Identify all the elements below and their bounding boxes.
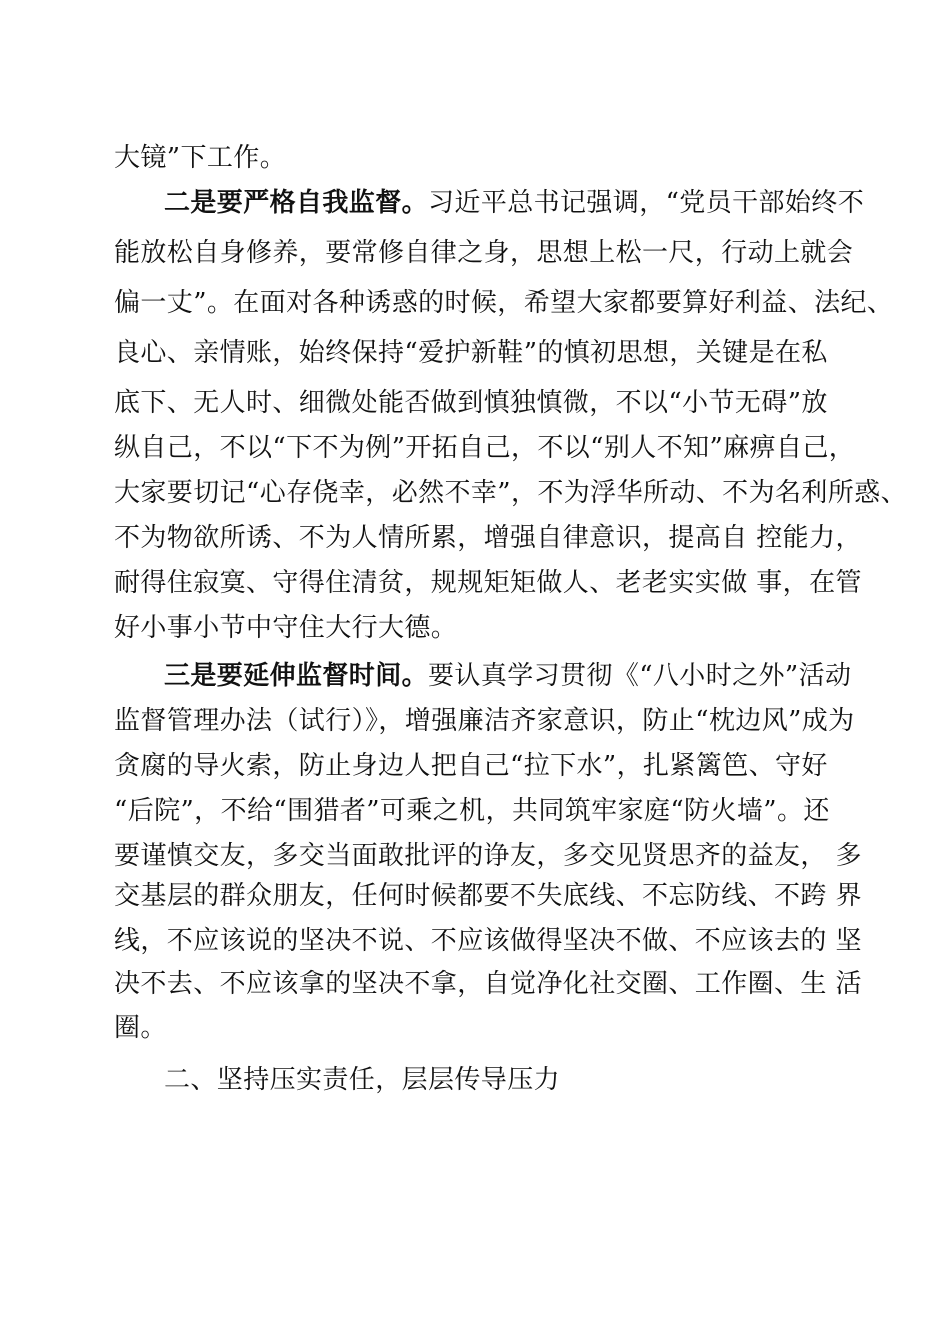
- text-line: 决不去、不应该拿的坚决不拿，自觉净化社交圈、工作圈、生 活: [114, 969, 862, 999]
- text-line: 好小事小节中守住大行大德。: [114, 613, 458, 643]
- text-line: 大镜”下工作。: [114, 143, 287, 173]
- paragraph-2-first-line: [164, 183, 864, 223]
- text-line: 线，不应该说的坚决不说、不应该做得坚决不做、不应该去的 坚: [114, 926, 862, 956]
- text-line: 耐得住寂寞、守得住清贫，规规矩矩做人、老老实实做 事，在管: [114, 568, 862, 598]
- paragraph-2-lead: 二是要严格自我监督。: [164, 188, 429, 218]
- text-line: 交基层的群众朋友，任何时候都要不失底线、不忘防线、不跨 界: [114, 881, 862, 911]
- text-line: “后院”，不给“围猎者”可乘之机，共同筑牢家庭“防火墙”。还: [114, 796, 830, 826]
- text-line: 圈。: [114, 1013, 167, 1043]
- paragraph-2-text: 习近平总书记强调，“党员干部始终不: [428, 188, 865, 218]
- text-line: 贪腐的导火索，防止身边人把自己“拉下水”，扎紧篱笆、守好: [114, 751, 828, 781]
- paragraph-3-first-line: [164, 656, 851, 696]
- paragraph-3-text: 要认真学习贯彻《“八小时之外”活动: [428, 661, 852, 691]
- text-line: 监督管理办法（试行）》，增强廉洁齐家意识，防止“枕边风”成为: [114, 706, 855, 736]
- text-line: 能放松自身修养，要常修自律之身，思想上松一尺，行动上就会: [114, 238, 854, 268]
- section-heading: 二、坚持压实责任，层层传导压力: [164, 1065, 561, 1095]
- text-line: 不为物欲所诱、不为人情所累，增强自律意识，提高自 控能力，: [114, 523, 862, 553]
- text-line: 大家要切记“心存侥幸，必然不幸”，不为浮华所动、不为名利所惑、: [114, 478, 907, 508]
- text-line: 良心、亲情账，始终保持“爱护新鞋”的慎初思想，关键是在私: [114, 338, 828, 368]
- text-line: 偏一丈”。在面对各种诱惑的时候，希望大家都要算好利益、法纪、: [114, 288, 894, 318]
- text-line: 底下、无人时、细微处能否做到慎独慎微，不以“小节无碍”放: [114, 388, 828, 418]
- text-line: 要谨慎交友，多交当面敢批评的诤友，多交见贤思齐的益友， 多: [114, 841, 862, 871]
- text-line: 纵自己，不以“下不为例”开拓自己，不以“别人不知”麻痹自己，: [114, 433, 856, 463]
- paragraph-3-lead: 三是要延伸监督时间。: [164, 661, 429, 691]
